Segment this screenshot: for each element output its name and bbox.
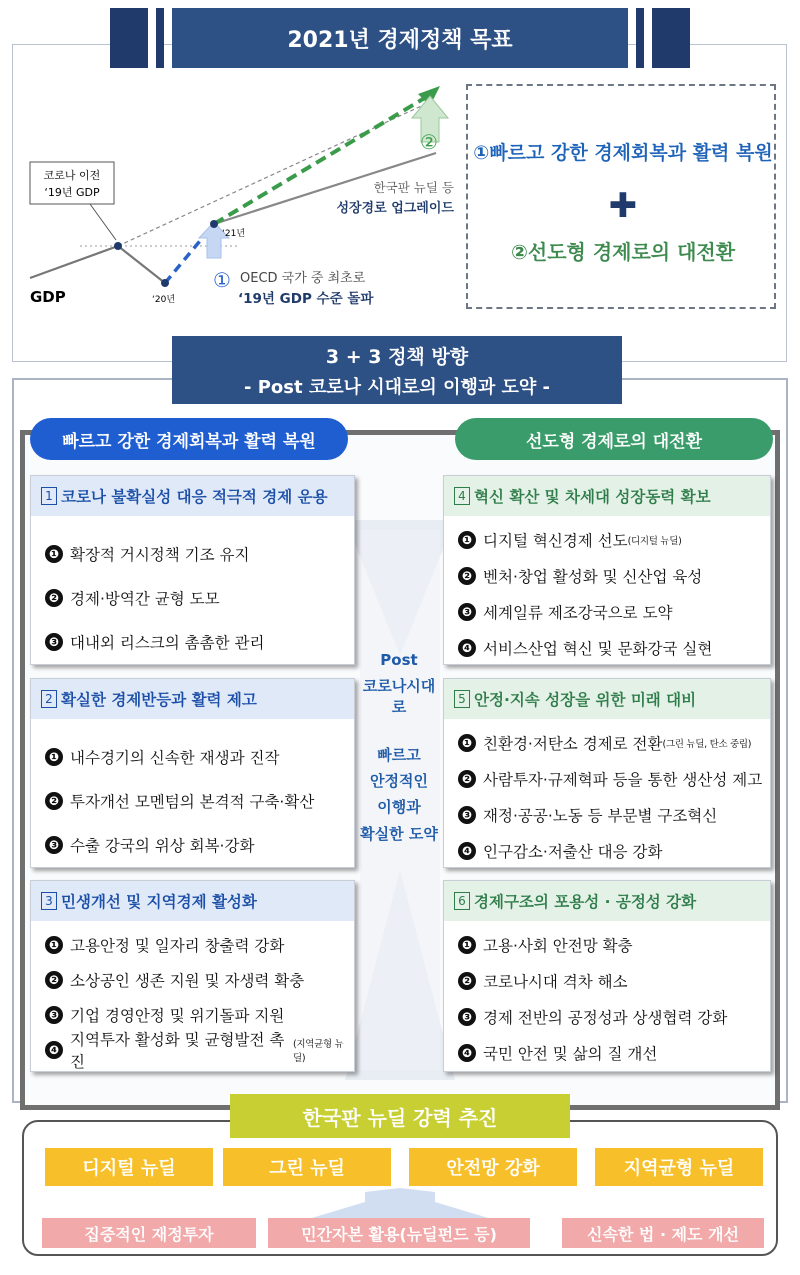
newdeal-item-green: 그린 뉴딜: [223, 1148, 391, 1186]
bullet-1-icon: ❶: [45, 748, 63, 766]
policy-box-3: [30, 880, 355, 1072]
policy-box-2-title: 확실한 경제반등과 활력 제고: [61, 691, 257, 709]
item-text: 고용안정 및 일자리 창출력 강화: [70, 936, 285, 955]
list-item: [45, 779, 354, 823]
policy-box-4: [443, 475, 771, 665]
bullet-2-icon: ❷: [45, 971, 63, 989]
policy-box-5-header: [444, 679, 770, 719]
bullet-3-icon: ❸: [45, 836, 63, 854]
callout-line-2: ‘19년 GDP: [44, 186, 100, 199]
item-text: 세계일류 제조강국으로 도약: [483, 604, 673, 622]
bullet-1-icon: ❶: [45, 936, 63, 954]
item-text: 경제·방역간 균형 도모: [70, 590, 220, 608]
list-item: [45, 1030, 354, 1071]
list-item: [458, 927, 770, 963]
center-text-4: 안정적인: [370, 772, 428, 790]
bullet-1-icon: ❶: [45, 545, 63, 563]
list-item: [45, 735, 354, 779]
list-item: [458, 725, 770, 761]
item-text: 고용·사회 안전망 확충: [483, 937, 633, 955]
oecd-note-line-2: ‘19년 GDP 수준 돌파: [238, 291, 374, 307]
newdeal-support-arrow-shape: [305, 1188, 495, 1220]
policy-box-4-title: 혁신 확산 및 차세대 성장동력 확보: [474, 488, 711, 506]
center-transition-text: [358, 650, 440, 850]
policy-direction-header: [172, 336, 622, 404]
item-text: 지역투자 활성화 및 균형발전 촉진: [70, 1030, 285, 1071]
list-item: [458, 594, 770, 630]
newdeal-means-fiscal: 집중적인 재정투자: [42, 1218, 256, 1248]
callout-line-1: 코로나 이전: [43, 169, 101, 182]
goal-fast-recovery: ①빠르고 강한 경제회복과 활력 복원: [473, 142, 773, 164]
policy-box-2-header: [31, 679, 354, 719]
policy-box-5: [443, 678, 771, 868]
policy-box-6-title: 경제구조의 포용성 · 공정성 강화: [474, 893, 697, 911]
gdp-axis-label: GDP: [30, 288, 66, 306]
center-text-6: 확실한 도약: [360, 824, 438, 843]
marker-1: ①: [213, 268, 231, 292]
newdeal-item-regional: 지역균형 뉴딜: [595, 1148, 763, 1186]
newdeal-title: 한국판 뉴딜 강력 추진: [230, 1094, 570, 1138]
item-note: (지역균형 뉴딜): [292, 1038, 344, 1064]
bullet-3-icon: ❸: [45, 1006, 63, 1024]
newdeal-note-line-1: 한국판 뉴딜 등: [373, 180, 454, 195]
list-item: [458, 761, 770, 797]
policy-box-1-number: 1: [41, 487, 57, 505]
policy-box-6-number: 6: [454, 892, 470, 910]
center-text-1: Post: [380, 651, 418, 669]
item-text: 소상공인 생존 지원 및 자생력 확충: [70, 971, 305, 990]
policy-box-5-title: 안정·지속 성장을 위한 미래 대비: [474, 691, 697, 709]
item-text: 코로나시대 격차 해소: [483, 973, 628, 991]
bullet-2-icon: ❷: [458, 972, 476, 990]
recovery-pillar-label: 빠르고 강한 경제회복과 활력 복원: [30, 418, 348, 460]
bullet-3-icon: ❸: [458, 603, 476, 621]
policy-box-4-header: [444, 476, 770, 516]
bullet-2-icon: ❷: [45, 589, 63, 607]
list-item: [45, 576, 354, 620]
bullet-4-icon: ❹: [45, 1041, 63, 1059]
goal-leading-economy: ②선도형 경제로의 대전환: [510, 240, 736, 264]
policy-box-4-number: 4: [454, 487, 470, 505]
list-item: [45, 532, 354, 576]
item-text: 수출 강국의 위상 회복·강화: [70, 837, 255, 855]
item-note: (그린 뉴딜, 탄소 중립): [662, 739, 752, 750]
year20-label: ‘20년: [152, 295, 176, 305]
bullet-1-icon: ❶: [458, 531, 476, 549]
center-text-2: 코로나시대로: [362, 677, 436, 716]
list-item: [458, 999, 770, 1035]
item-text: 벤처·창업 활성화 및 신산업 육성: [483, 568, 703, 586]
policy-box-3-title: 민생개선 및 지역경제 활성화: [61, 893, 257, 911]
item-text: 투자개선 모멘텀의 본격적 구축·확산: [70, 793, 315, 811]
list-item: [45, 962, 354, 997]
list-item: [45, 620, 354, 664]
item-text: 경제 전반의 공정성과 상생협력 강화: [483, 1009, 728, 1027]
page-title: 2021년 경제정책 목표: [172, 8, 628, 68]
newdeal-means-private-capital: 민간자본 활용(뉴딜펀드 등): [268, 1218, 530, 1248]
item-text: 대내외 리스크의 촘촘한 관리: [70, 634, 265, 652]
policy-direction-title: 3 + 3 정책 방향: [325, 346, 469, 368]
bullet-2-icon: ❷: [458, 770, 476, 788]
list-item: [45, 927, 354, 962]
bullet-2-icon: ❷: [458, 567, 476, 585]
oecd-note-line-1: OECD 국가 중 최초로: [240, 271, 366, 286]
policy-box-2-number: 2: [41, 690, 57, 708]
item-note: (디지털 뉴딜): [627, 536, 682, 547]
policy-box-6-header: [444, 881, 770, 921]
policy-box-6: [443, 880, 771, 1072]
newdeal-support-arrow: [305, 1188, 495, 1220]
list-item: [458, 797, 770, 833]
item-text: 확장적 거시정책 기조 유지: [70, 546, 250, 564]
policy-box-1-header: [31, 476, 354, 516]
list-item: [458, 833, 770, 869]
bullet-3-icon: ❸: [45, 633, 63, 651]
list-item: [458, 630, 770, 666]
list-item: [45, 823, 354, 867]
list-item: [458, 558, 770, 594]
bullet-4-icon: ❹: [458, 639, 476, 657]
newdeal-note-line-2: 성장경로 업그레이드: [336, 201, 454, 216]
transition-pillar-label: 선도형 경제로의 대전환: [455, 418, 773, 460]
bullet-3-icon: ❸: [458, 806, 476, 824]
list-item: [458, 522, 770, 558]
marker-2: ②: [420, 130, 438, 154]
bullet-1-icon: ❶: [458, 734, 476, 752]
policy-box-2: [30, 678, 355, 868]
policy-box-3-number: 3: [41, 892, 57, 910]
center-text-5: 이행과: [377, 798, 421, 817]
item-text: 사람투자·규제혁파 등을 통한 생산성 제고: [483, 771, 763, 789]
policy-box-3-header: [31, 881, 354, 921]
list-item: [458, 1035, 770, 1071]
item-text: 인구감소·저출산 대응 강화: [483, 843, 663, 861]
item-text: 내수경기의 신속한 재생과 진작: [70, 749, 280, 767]
item-text: 친환경·저탄소 경제로 전환: [483, 735, 663, 753]
policy-box-1-title: 코로나 불확실성 대응 적극적 경제 운용: [61, 488, 328, 506]
newdeal-item-digital: 디지털 뉴딜: [45, 1148, 213, 1186]
bullet-1-icon: ❶: [458, 936, 476, 954]
plus-icon: ✚: [608, 186, 638, 226]
year21-label: ‘21년: [222, 229, 246, 239]
bullet-4-icon: ❹: [458, 842, 476, 860]
item-text: 국민 안전 및 삶의 질 개선: [483, 1045, 658, 1063]
policy-box-1: [30, 475, 355, 665]
bullet-3-icon: ❸: [458, 1008, 476, 1026]
list-item: [458, 963, 770, 999]
bullet-2-icon: ❷: [45, 792, 63, 810]
newdeal-means-legal-reform: 신속한 법 · 제도 개선: [562, 1218, 764, 1248]
item-text: 디지털 혁신경제 선도: [483, 532, 628, 550]
item-text: 기업 경영안정 및 위기돌파 지원: [70, 1006, 285, 1025]
center-text-3: 빠르고: [377, 745, 421, 764]
policy-direction-subtitle: - Post 코로나 시대로의 이행과 도약 -: [243, 377, 551, 398]
item-text: 재정·공공·노동 등 부문별 구조혁신: [483, 807, 718, 825]
policy-box-5-number: 5: [454, 690, 470, 708]
bullet-4-icon: ❹: [458, 1044, 476, 1062]
newdeal-item-safety-net: 안전망 강화: [409, 1148, 577, 1186]
item-text: 서비스산업 혁신 및 문화강국 실현: [483, 640, 713, 658]
